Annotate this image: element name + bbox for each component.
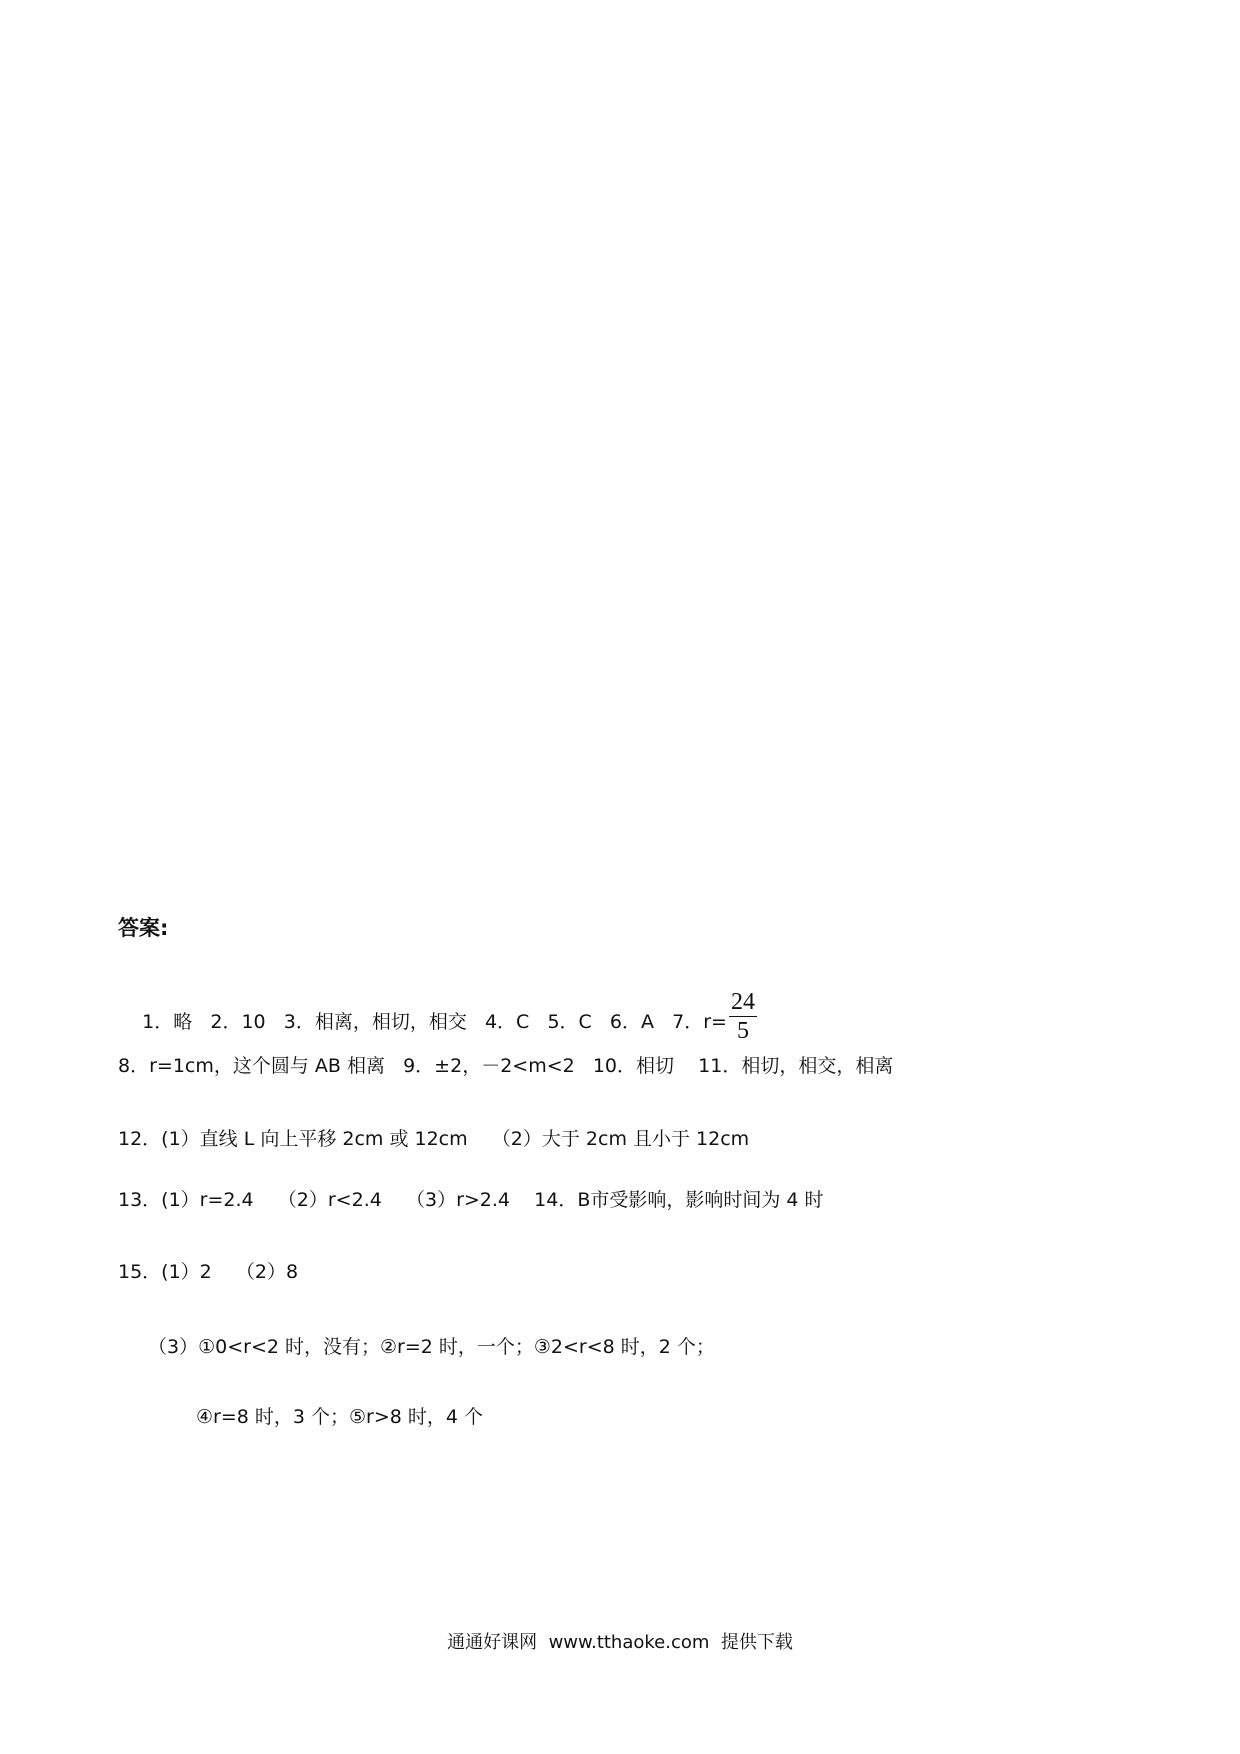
answer-line-1-text: 1．略 2．10 3．相离，相切，相交 4．C 5．C 6．A 7．r= <box>142 1011 727 1033</box>
fraction-denominator: 5 <box>736 1018 749 1044</box>
answer-line-3: 12．(1）直线 L 向上平移 2cm 或 12cm （2）大于 2cm 且小于 12cm <box>118 1128 750 1150</box>
answer-line-4: 13．(1）r=2.4 （2）r<2.4 （3）r>2.4 14．B市受影响，影响时间为 4 时 <box>118 1189 824 1211</box>
answer-line-5: 15．(1）2 （2）8 <box>118 1261 299 1283</box>
answer-line-2: 8．r=1cm，这个圆与 AB 相离 9．±2，－2<m<2 10．相切 11．相切，相交，相离 <box>118 1055 894 1077</box>
fraction-numerator: 24 <box>730 989 755 1015</box>
answer-line-7: ④r=8 时，3 个；⑤r>8 时，4 个 <box>196 1406 484 1428</box>
answer-line-6: （3）①0<r<2 时，没有；②r=2 时，一个；③2<r<8 时，2 个； <box>148 1336 715 1358</box>
footer-source: 通通好课网 www.tthaoke.com 提供下载 <box>447 1632 793 1653</box>
answers-heading: 答案: <box>118 916 169 940</box>
fraction-24-over-5 <box>729 988 757 1045</box>
